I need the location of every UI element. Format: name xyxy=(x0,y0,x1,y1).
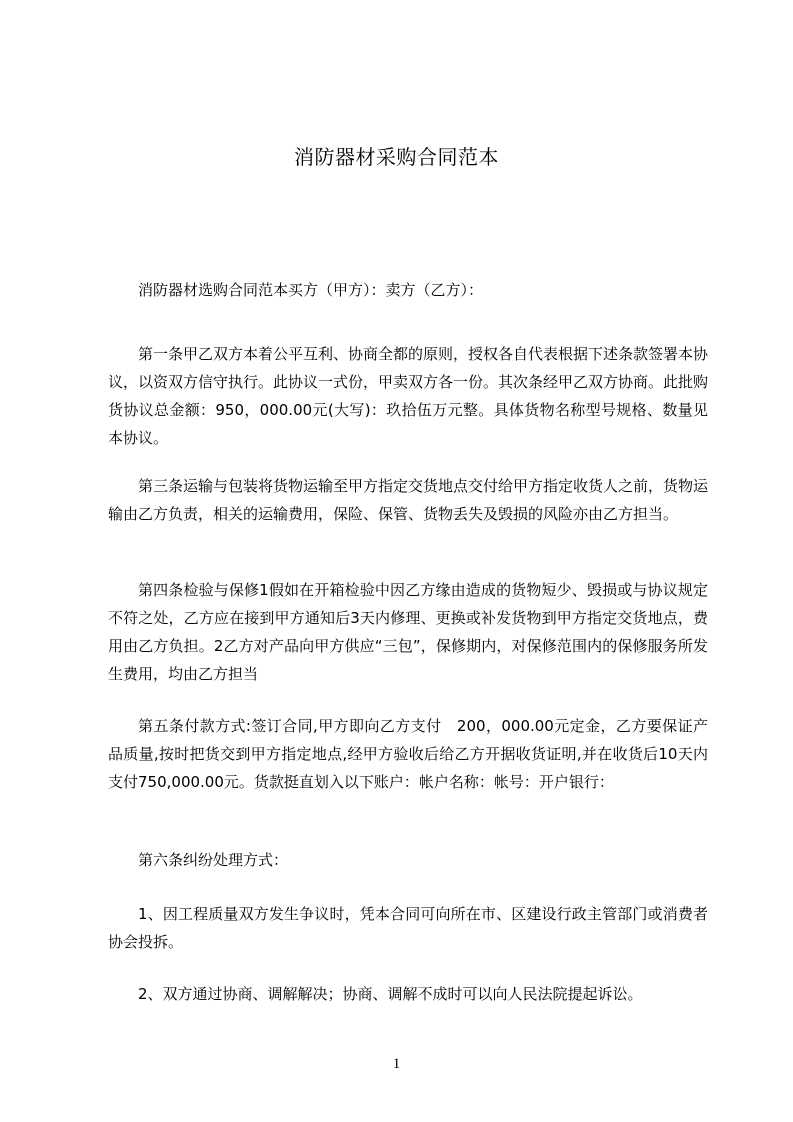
paragraph-article-6: 第六条纠纷处理方式： xyxy=(138,851,289,869)
paragraph-article-1: 第一条甲乙双方本着公平互利、协商全都的原则，授权各自代表根据下述条款签署本协议，以资双方信守执行。此协议一式份，甲卖双方各一份。其次条经甲乙双方协商。此批购货协议总金额：950，000.00元(大写)：玖拾伍万元整。具体货物名称型号规格、数量见本协议。 xyxy=(108,345,709,447)
paragraph-article-3: 第三条运输与包装将货物运输至甲方指定交货地点交付给甲方指定收货人之前，货物运输由乙方负责，相关的运输费用，保险、保管、货物丢失及毁损的风险亦由乙方担当。 xyxy=(108,477,709,523)
paragraph-dispute-2: 2、双方通过协商、调解解决；协商、调解不成时可以向人民法院提起诉讼。 xyxy=(138,985,643,1003)
paragraph-article-4: 第四条检验与保修1假如在开箱检验中因乙方缘由造成的货物短少、毁损或与协议规定不符之处，乙方应在接到甲方通知后3天内修理、更换或补发货物到甲方指定交货地点，费用由乙方负担。2乙方对产品向甲方供应“三包”，保修期内，对保修范围内的保修服务所发生费用，均由乙方担当 xyxy=(108,581,708,683)
paragraph-parties: 消防器材选购合同范本买方（甲方）：卖方（乙方）： xyxy=(138,281,484,299)
page-number: 1 xyxy=(392,1056,401,1072)
document-title: 消防器材采购合同范本 xyxy=(294,145,499,169)
paragraph-article-5: 第五条付款方式:签订合同,甲方即向乙方支付 200，000.00元定金，乙方要保证产品质量,按时把货交到甲方指定地点,经甲方验收后给乙方开据收货证明,并在收货后10天内支付750,000.00元。货款挺直划入以下账户：帐户名称：帐号：开户银行： xyxy=(108,717,708,791)
paragraph-dispute-1: 1、因工程质量双方发生争议时，凭本合同可向所在市、区建设行政主管部门或消费者协会投拆。 xyxy=(108,905,708,951)
